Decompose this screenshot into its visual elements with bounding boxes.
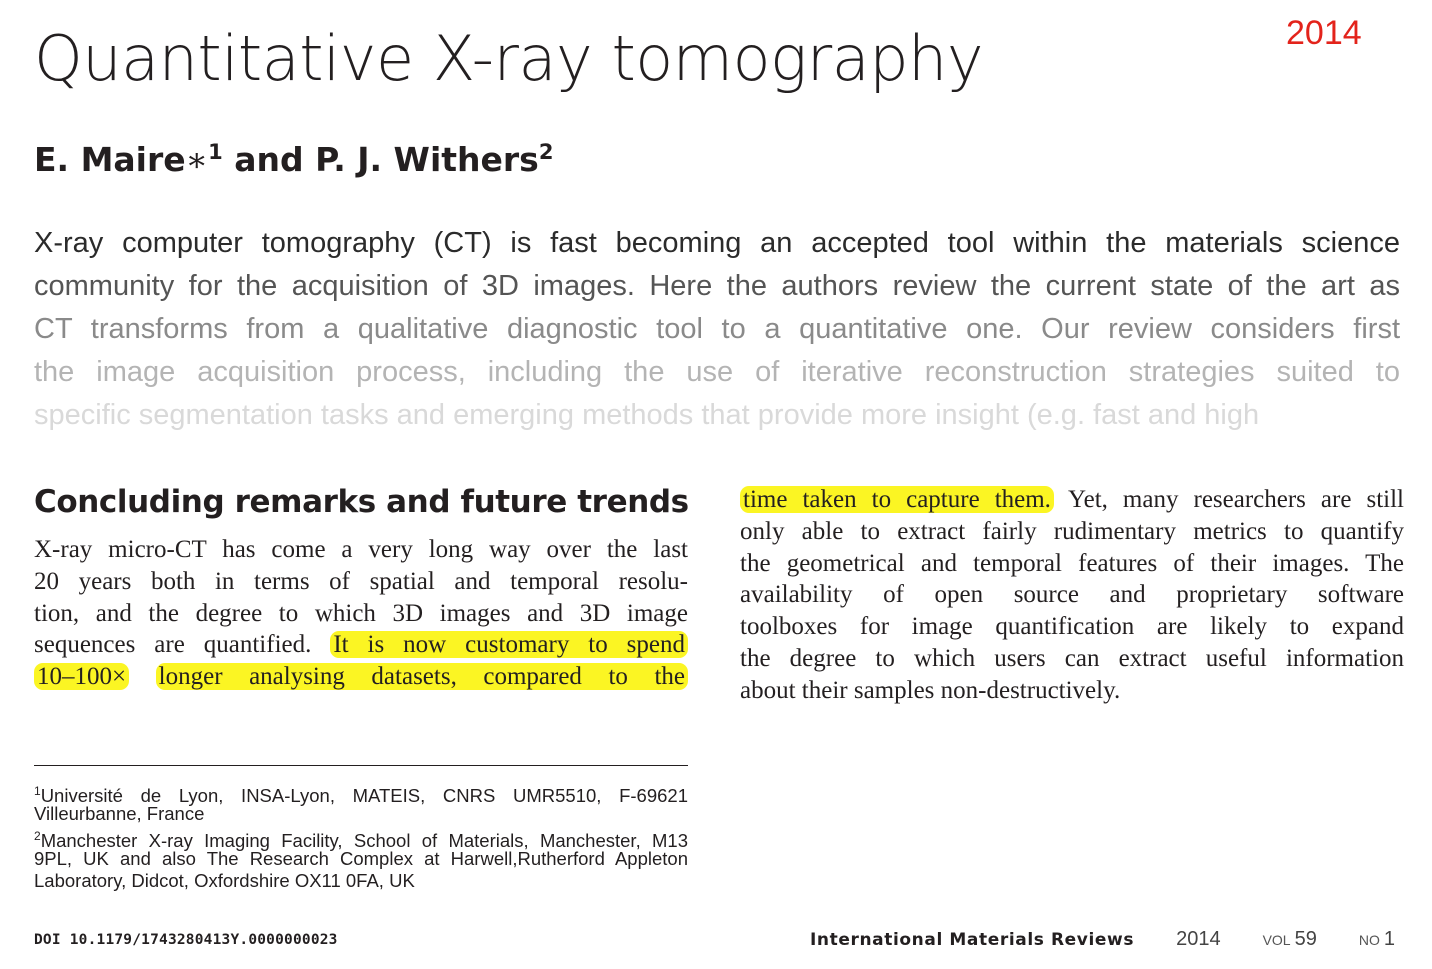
footnote-text: Université de Lyon, INSA-Lyon, MATEIS, CNRS UMR5510, F-69621	[40, 785, 688, 807]
body-line: the degree to which users can extract useful information	[740, 644, 1404, 672]
body-line: tion, and the degree to which 3D images and 3D image	[34, 599, 688, 627]
abstract	[34, 222, 1400, 437]
abstract-line: community for the acquisition of 3D images. Here the authors review the current state of the art as	[34, 270, 1400, 302]
body-text-span: sequences are quantified.	[34, 631, 312, 659]
author-connector: and	[222, 140, 316, 179]
body-line: 20 years both in terms of spatial and temporal resolu-	[34, 567, 688, 595]
body-line	[34, 629, 688, 661]
body-paragraph	[34, 534, 688, 693]
journal-name: International Materials Reviews	[810, 930, 1135, 950]
affiliation-ref: 1	[208, 140, 223, 164]
footnotes	[34, 780, 688, 893]
body-line: about their samples non-destructively.	[740, 676, 1121, 704]
footnote-line: Laboratory, Didcot, Oxfordshire OX11 0FA, UK	[34, 870, 415, 892]
footnote-marker: 2	[34, 829, 41, 844]
body-line: toolboxes for image quantification are likely to expand	[740, 613, 1404, 641]
abstract-line: specific segmentation tasks and emerging methods that provide more insight (e.g. fast and high	[34, 399, 1260, 431]
paper-title: Quantitative X-ray tomography	[34, 22, 984, 95]
abstract-line: X-ray computer tomography (CT) is fast becoming an accepted tool within the materials science	[34, 227, 1400, 259]
section-heading: Concluding remarks and future trends	[34, 484, 689, 520]
volume-label: VOL	[1262, 932, 1291, 948]
body-line: only able to extract fairly rudimentary metrics to quantify	[740, 517, 1404, 545]
corresponding-author-mark: ∗	[185, 140, 209, 179]
abstract-line: CT transforms from a qualitative diagnostic tool to a quantitative one. Our review considers first	[34, 313, 1400, 345]
highlighted-text: longer analysing datasets, compared to the	[156, 663, 688, 690]
author-name: P. J. Withers	[315, 140, 539, 179]
footnote-text: Manchester X-ray Imaging Facility, School of Materials, Manchester, M13	[40, 830, 688, 852]
issue-number: 1	[1383, 928, 1395, 950]
highlighted-text: It is now customary to spend	[330, 631, 688, 658]
highlighted-text: 10–100×	[34, 663, 129, 690]
footnote-divider	[34, 765, 688, 766]
issue-label: NO	[1358, 932, 1380, 948]
author-list	[34, 140, 553, 179]
footnote-line	[34, 825, 688, 852]
doi-link[interactable]: DOI 10.1179/1743280413Y.0000000023	[34, 932, 338, 948]
body-line: availability of open source and proprietary software	[740, 581, 1404, 609]
right-column	[740, 484, 1404, 707]
body-line	[740, 484, 1404, 516]
abstract-line: the image acquisition process, including the use of iterative reconstruction strategies suited to	[34, 356, 1400, 388]
journal-year: 2014	[1176, 928, 1221, 950]
left-column	[34, 484, 688, 693]
footnote-line: 9PL, UK and also The Research Complex at Harwell,Rutherford Appleton	[34, 847, 688, 869]
body-line: X-ray micro-CT has come a very long way over the last	[34, 536, 688, 563]
volume-number: 59	[1294, 928, 1317, 950]
body-line: the geometrical and temporal features of their images. The	[740, 549, 1404, 577]
affiliation-ref: 2	[538, 140, 554, 164]
author-name: E. Maire	[34, 140, 186, 179]
footnote-line	[34, 780, 688, 807]
footnote-line: Villeurbanne, France	[34, 802, 205, 824]
journal-info	[810, 928, 1395, 951]
body-line	[34, 661, 688, 693]
footnote-marker: 1	[34, 784, 41, 798]
highlighted-text: time taken to capture them.	[740, 486, 1054, 513]
year-tag: 2014	[1286, 14, 1362, 52]
body-paragraph	[740, 484, 1404, 707]
body-text-span: Yet, many researchers are still	[1068, 486, 1404, 513]
